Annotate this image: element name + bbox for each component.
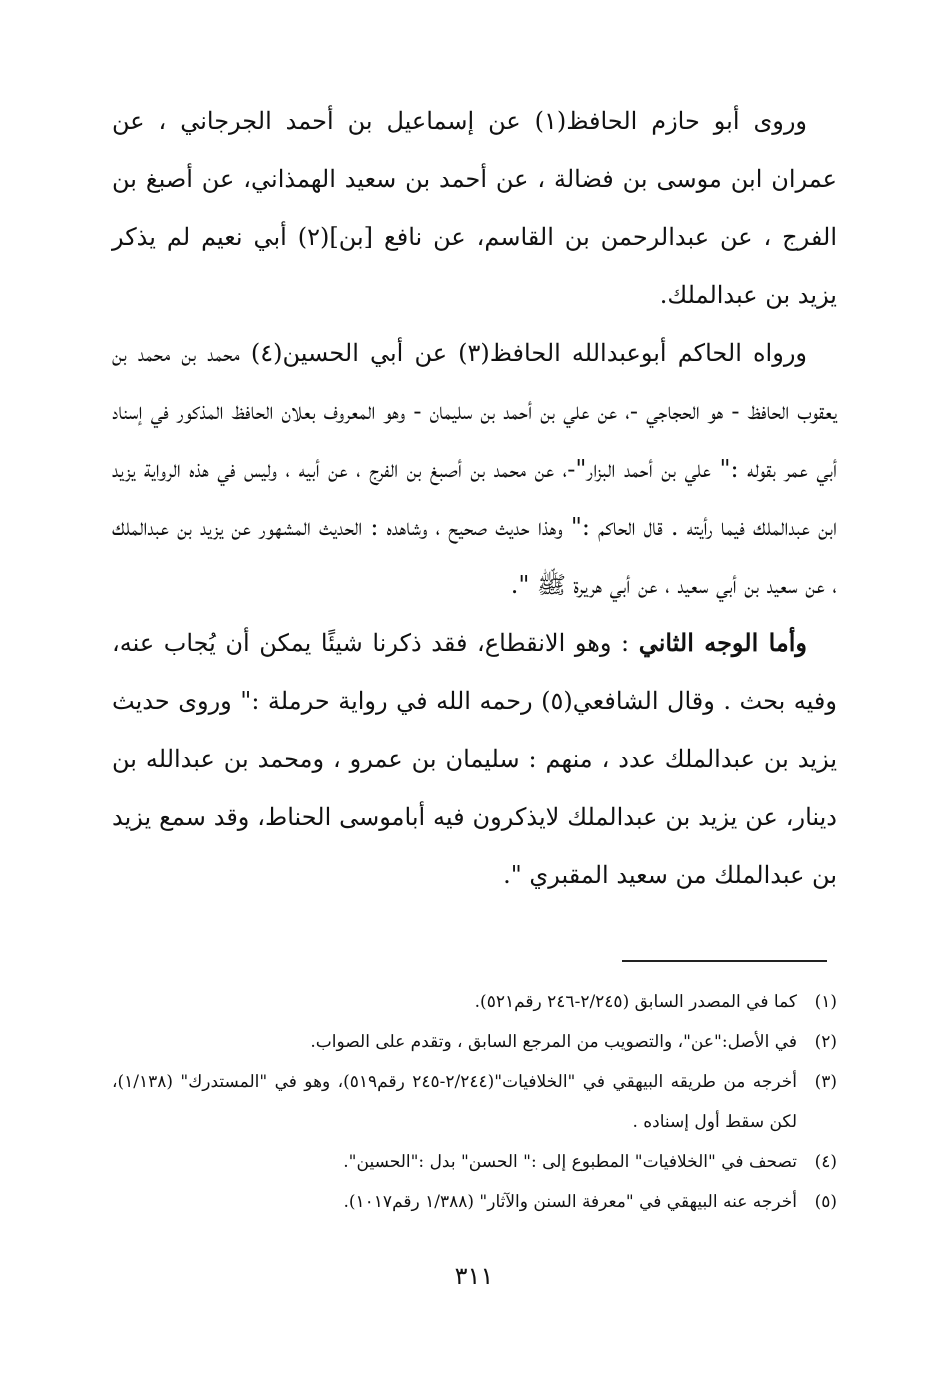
footnote-text: في الأصل:"عن"، والتصويب من المرجع السابق ، وتقدم على الصواب.: [310, 1032, 797, 1052]
paragraph-3: [112, 614, 837, 904]
footnote-number: (٥): [814, 1192, 837, 1212]
footnote-text: أخرجه عنه البيهقي في "معرفة السنن والآثار" (١/٣٨٨ رقم١٠١٧).: [343, 1192, 797, 1212]
footnote-5: [112, 1182, 837, 1222]
footnote-number: (١): [814, 992, 837, 1012]
page-number: ٣١١: [454, 1262, 494, 1290]
paragraph-2: ورواه الحاكم أبوعبدالله الحافظ(٣) عن أبي الحسين(٤) محمد بن محمد بن يعقوب الحافظ - هو الحجاجي -، عن علي بن أحمد بن سليمان - وهو المعروف بعلان الحافظ المذكور في إسناد أبي عمر بقوله :" علي بن أحمد البزار"-، عن محمد بن أصبغ بن الفرج ، عن أبيه ، وليس في هذه الرواية يزيد ابن عبدالملك فيما رأيته . قال الحاكم :" وهذا حديث صحيح ، وشاهده : الحديث المشهور عن يزيد بن عبدالملك ، عن سعيد بن أبي سعيد ، عن أبي هريرة ﷺ ".: [112, 339, 837, 599]
footnote-divider: [622, 960, 827, 962]
footnote-number: (٤): [814, 1152, 837, 1172]
footnote-text: تصحف في "الخلافيات" المطبوع إلى :" الحسن" بدل :"الحسين".: [343, 1152, 797, 1172]
footnote-text: أخرجه من طريقه البيهقي في "الخلافيات"(٢/٢٤٤-٢٤٥ رقم٥١٩)، وهو في "المستدرك" (١/١٣٨)، لكن سقط أول إسناده .: [112, 1072, 798, 1132]
footnote-text: كما في المصدر السابق (٢/٢٤٥-٢٤٦ رقم٥٢١).: [474, 992, 797, 1012]
paragraph-3-heading: وأما الوجه الثاني: [638, 628, 807, 657]
footnote-number: (٢): [814, 1032, 837, 1052]
footnotes: [112, 982, 837, 1222]
paragraph-1: وروى أبو حازم الحافظ(١) عن إسماعيل بن أحمد الجرجاني ، عن عمران ابن موسى بن فضالة ، عن أحمد بن سعيد الهمذاني، عن أصبغ بن الفرج ، عن عبدالرحمن بن القاسم، عن نافع [بن](٢) أبي نعيم لم يذكر يزيد بن عبدالملك.: [112, 107, 837, 309]
footnote-2: [112, 1022, 837, 1062]
footnote-4: [112, 1142, 837, 1182]
main-text: [112, 92, 837, 904]
paragraph-3-text: : وهو الانقطاع، فقد ذكرنا شيئًا يمكن أن يُجاب عنه، وفيه بحث . وقال الشافعي(٥) رحمه الله في رواية حرملة :" وروى حديث يزيد بن عبدالملك عدد ، منهم : سليمان بن عمرو ، ومحمد بن عبدالله بن دينار، عن يزيد بن عبدالملك لايذكرون فيه أباموسى الحناط، وقد سمع يزيد بن عبدالملك من سعيد المقبري ".: [112, 629, 837, 889]
footnote-number: (٣): [814, 1072, 838, 1092]
footnote-3: [112, 1062, 837, 1142]
footnote-1: [112, 982, 837, 1022]
